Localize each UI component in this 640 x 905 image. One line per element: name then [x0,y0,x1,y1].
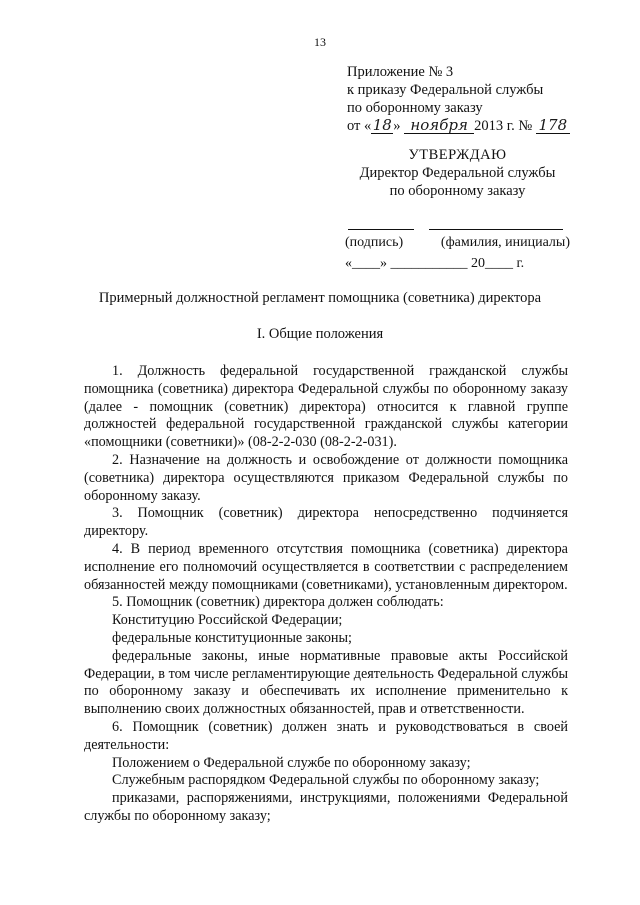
signature-date-row: «____» ___________ 20____ г. [345,256,525,271]
section-title: I. Общие положения [256,326,384,342]
appendix-block [347,63,570,135]
document-title: Примерный должностной регламент помощника (советника) директора [98,290,542,306]
paragraph-5: 5. Помощник (советник) директора должен соблюдать: [112,594,444,611]
paragraph-2: 2. Назначение на должность и освобождение от должности помощника (советника) директора осуществляются приказом Федеральной службы по оборонному заказу. [84,451,568,504]
paragraph-1: 1. Должность федеральной государственной гражданской службы помощника (советника) директора Федеральной службы по оборонному заказу (далее - помощник (советник) директора) относится к главной группе должностей федеральной государственной гражданской службы категории «помощники (советники)» (08-2-2-030 (08-2-2-031). [84,363,568,451]
signature-underline [348,229,414,230]
paragraph-6: 6. Помощник (советник) должен знать и руководствоваться в своей деятельности: [84,718,568,753]
date-quote-close: » [393,118,401,134]
list-item-constitutional-laws: федеральные конституционные законы; [112,629,352,646]
caption-signature: (подпись) [345,235,404,250]
list-item-orders: приказами, распоряжениями, инструкциями, положениями Федеральной службы по оборонному заказу; [84,790,568,824]
date-prefix: от « [347,118,372,134]
approval-block [330,146,585,200]
signature-captions [345,234,570,252]
document-body [84,363,568,826]
appendix-line-2: к приказу Федеральной службы [347,82,544,98]
appendix-date-line [347,117,570,135]
list-item-constitution: Конституцию Российской Федерации; [112,612,343,629]
paragraph-4: 4. В период временного отсутствия помощника (советника) директора исполнение его полномочий осуществляется в соответствии с распределением обязанностей между помощниками (советниками), установленным директором. [84,540,568,593]
handwritten-month: ноября [404,117,474,134]
appendix-line-1: Приложение № 3 [347,64,454,80]
approval-title: УТВЕРЖДАЮ [408,147,507,163]
approval-line-1: Директор Федеральной службы [359,165,556,181]
list-item-federal-laws: федеральные законы, иные нормативные правовые акты Российской Федерации, в том числе регламентирующие деятельность Федеральной службы по оборонному заказу и обеспечивать их исполнение применительно к выполнению своих должностных обязанностей, прав и ответственности. [84,647,568,718]
signature-block [345,212,570,273]
caption-name: (фамилия, инициалы) [440,235,570,250]
handwritten-number: 178 [536,117,570,134]
appendix-line-3: по оборонному заказу [347,100,483,116]
approval-line-2: по оборонному заказу [389,183,526,199]
name-underline [429,229,563,230]
signature-lines [345,212,570,230]
paragraph-3: 3. Помощник (советник) директора непосредственно подчиняется директору. [84,505,568,540]
list-item-service-routine: Служебным распорядком Федеральной службы по оборонному заказу; [112,772,540,789]
list-item-regulation: Положением о Федеральной службе по оборонному заказу; [112,754,471,771]
page-number: 13 [314,35,326,49]
handwritten-day: 18 [372,116,392,134]
date-year-text: 2013 г. № [474,118,533,134]
